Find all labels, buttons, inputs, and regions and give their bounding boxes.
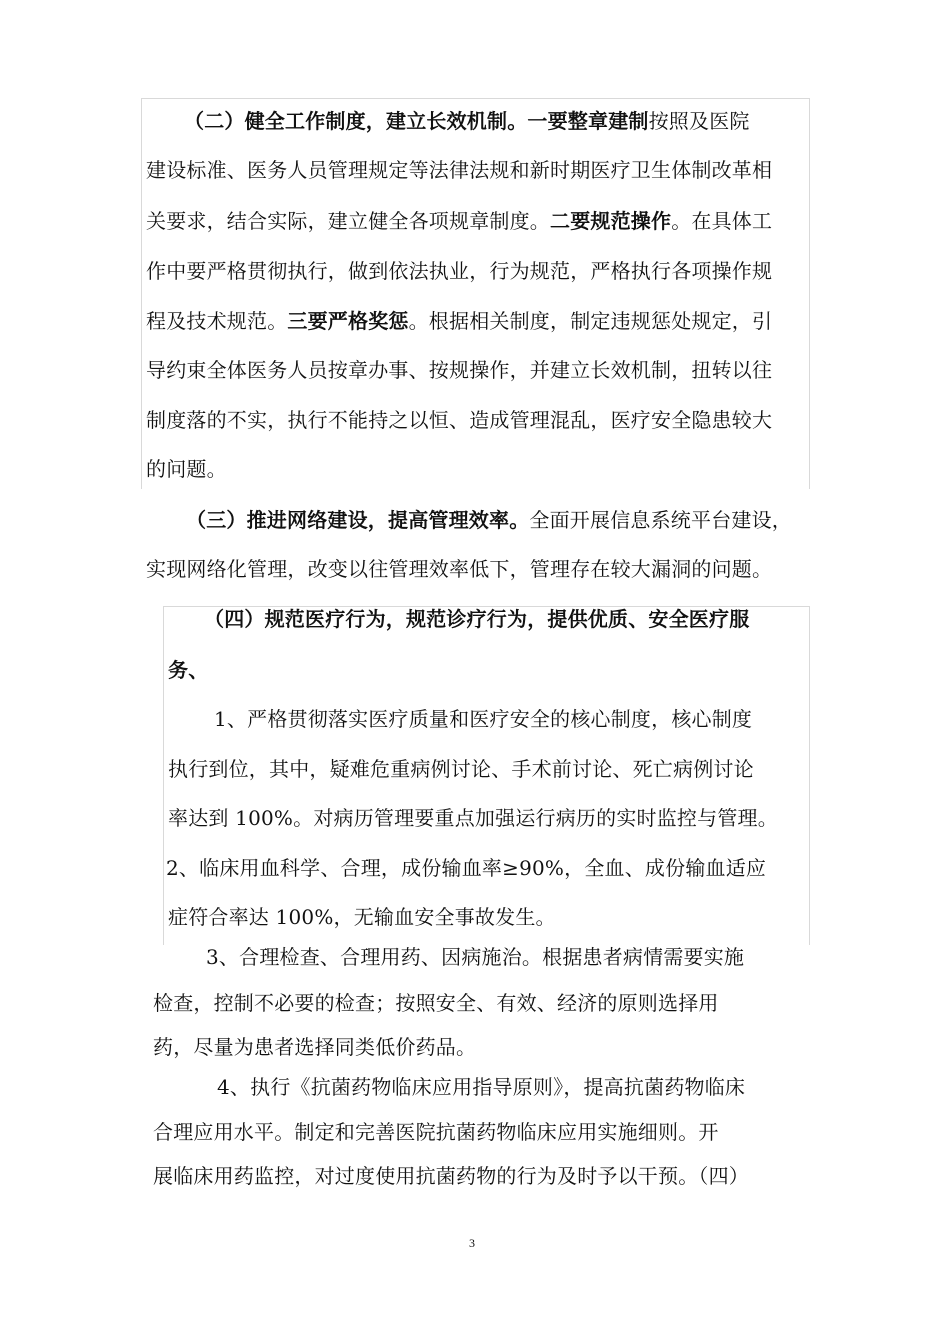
paragraph-2-line-5-a: 程及技术规范。: [146, 309, 288, 333]
item-3-line-2: 检查，控制不必要的检查；按照安全、有效、经济的原则选择用: [153, 991, 719, 1015]
paragraph-2-line-5: [146, 311, 772, 331]
item-1-line-2: 执行到位，其中，疑难危重病例讨论、手术前讨论、死亡病例讨论: [168, 757, 754, 781]
paragraph-2-line-3-bold: 二要规范操作: [550, 209, 672, 233]
paragraph-3-line-1: [186, 510, 792, 530]
item-1-line-1: 1、严格贯彻落实医疗质量和医疗安全的核心制度，核心制度: [214, 707, 753, 731]
paragraph-2-line-5-bold: 三要严格奖惩: [287, 309, 409, 333]
text-frame-inner: [163, 656, 810, 944]
page-number: 3: [469, 1236, 475, 1250]
paragraph-2-line-2: 建设标准、医务人员管理规定等法律法规和新时期医疗卫生体制改革相: [146, 158, 773, 182]
paragraph-2-lead: 一要整章建制: [527, 109, 649, 133]
paragraph-2-line-1-rest: 按照及医院: [648, 109, 750, 133]
item-4-line-1: 4、执行《抗菌药物临床应用指导原则》，提高抗菌药物临床: [217, 1075, 746, 1099]
paragraph-2-line-3: [146, 211, 772, 231]
paragraph-2-line-6: 导约束全体医务人员按章办事、按规操作，并建立长效机制，扭转以往: [146, 358, 773, 382]
paragraph-2-line-4: 作中要严格贯彻执行，做到依法执业，行为规范，严格执行各项操作规: [146, 259, 773, 283]
paragraph-2-line-7: 制度落的不实，执行不能持之以恒、造成管理混乱，医疗安全隐患较大: [146, 408, 773, 432]
paragraph-2-line-3-a: 关要求，结合实际，建立健全各项规章制度。: [146, 209, 550, 233]
paragraph-4-heading-line-1: （四）规范医疗行为，规范诊疗行为，提供优质、安全医疗服: [204, 607, 750, 631]
paragraph-2-line-5-b: 。根据相关制度，制定违规惩处规定，引: [408, 309, 773, 333]
item-4-line-3: 展临床用药监控，对过度使用抗菌药物的行为及时予以干预。（四）: [153, 1164, 749, 1188]
paragraph-3-heading: （三）推进网络建设，提高管理效率。: [186, 508, 530, 532]
item-2-line-2: 症符合率达 100%，无输血安全事故发生。: [168, 905, 556, 929]
item-1-line-3: 率达到 100%。对病历管理要重点加强运行病历的实时监控与管理。: [168, 806, 778, 830]
paragraph-3-line-2: 实现网络化管理，改变以往管理效率低下，管理存在较大漏洞的问题。: [146, 557, 773, 581]
paragraph-2-heading: （二）健全工作制度，建立长效机制。: [184, 109, 528, 133]
paragraph-2-line-1: [184, 111, 750, 131]
item-3-line-1: 3、合理检查、合理用药、因病施治。根据患者病情需要实施: [206, 945, 745, 969]
paragraph-3-line-1-rest: 全面开展信息系统平台建设，: [529, 508, 793, 532]
paragraph-4-heading-line-2: 务、: [168, 658, 209, 682]
paragraph-2-line-3-b: 。在具体工: [671, 209, 773, 233]
item-4-line-2: 合理应用水平。制定和完善医院抗菌药物临床应用实施细则。开: [153, 1120, 719, 1144]
paragraph-2-line-8: 的问题。: [146, 457, 227, 481]
item-3-line-3: 药，尽量为患者选择同类低价药品。: [153, 1035, 477, 1059]
item-2-line-1: 2、临床用血科学、合理，成份输血率≥90%，全血、成份输血适应: [166, 856, 767, 880]
